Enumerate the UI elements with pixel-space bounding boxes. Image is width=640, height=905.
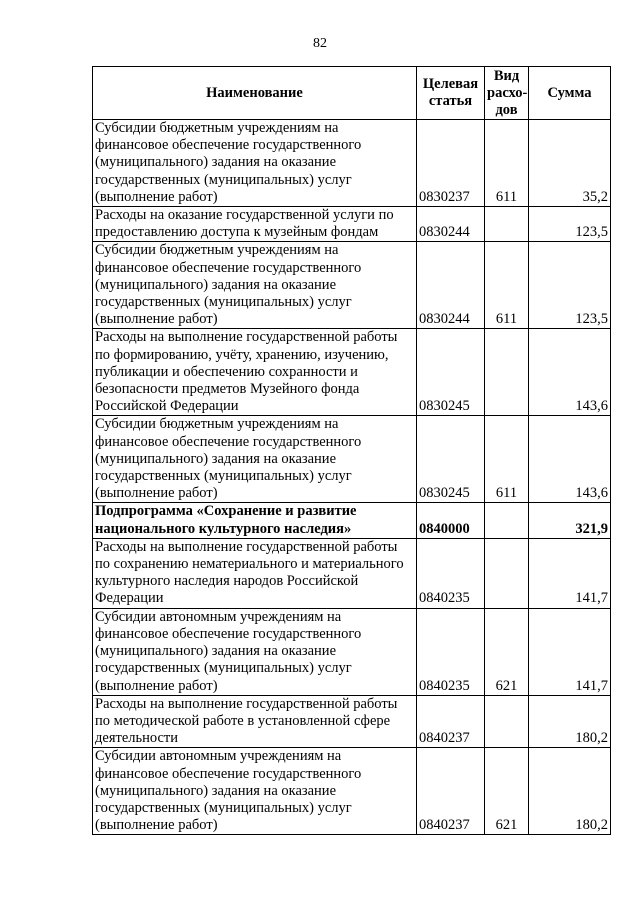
row-expense-type-cell: 611 xyxy=(485,120,529,207)
row-expense-type-cell: 621 xyxy=(485,608,529,695)
table-row xyxy=(93,416,611,503)
table-row xyxy=(93,242,611,329)
row-name-cell: Расходы на выполнение государственной работы по формированию, учёту, хранению, изучению, публикации и обеспечению сохранности и безопасности предметов Музейного фонда Российской Федерации xyxy=(93,329,417,416)
table-body xyxy=(93,120,611,835)
row-name-cell: Расходы на выполнение государственной работы по методической работе в установленной сфере деятельности xyxy=(93,695,417,748)
row-expense-type-cell xyxy=(485,329,529,416)
table-row xyxy=(93,329,611,416)
row-target-article-cell: 0830245 xyxy=(417,416,485,503)
row-target-article-cell: 0840235 xyxy=(417,538,485,608)
page-number: 82 xyxy=(313,36,327,51)
row-sum-cell: 321,9 xyxy=(529,503,611,538)
row-expense-type-cell: 611 xyxy=(485,416,529,503)
header-row xyxy=(93,67,611,120)
budget-table xyxy=(92,66,611,835)
row-sum-cell: 180,2 xyxy=(529,748,611,835)
header-expense-type: Вид расхо-дов xyxy=(485,67,529,120)
row-target-article-cell: 0840237 xyxy=(417,748,485,835)
row-sum-cell: 143,6 xyxy=(529,329,611,416)
header-sum: Сумма xyxy=(529,67,611,120)
row-target-article-cell: 0840235 xyxy=(417,608,485,695)
row-expense-type-cell xyxy=(485,695,529,748)
row-name-cell: Подпрограмма «Сохранение и развитие национального культурного наследия» xyxy=(93,503,417,538)
row-target-article-cell: 0840237 xyxy=(417,695,485,748)
row-sum-cell: 143,6 xyxy=(529,416,611,503)
table-row xyxy=(93,207,611,242)
row-expense-type-cell xyxy=(485,207,529,242)
row-name-cell: Субсидии автономным учреждениям на финансовое обеспечение государственного (муниципального) задания на оказание государственных (муниципальных) услуг (выполнение работ) xyxy=(93,748,417,835)
table-row xyxy=(93,120,611,207)
table-row xyxy=(93,748,611,835)
row-sum-cell: 123,5 xyxy=(529,242,611,329)
row-target-article-cell: 0830237 xyxy=(417,120,485,207)
header-name: Наименование xyxy=(93,67,417,120)
table-row xyxy=(93,538,611,608)
table-row xyxy=(93,608,611,695)
row-target-article-cell: 0830244 xyxy=(417,242,485,329)
table-row xyxy=(93,503,611,538)
row-target-article-cell: 0830244 xyxy=(417,207,485,242)
row-target-article-cell: 0840000 xyxy=(417,503,485,538)
row-expense-type-cell: 621 xyxy=(485,748,529,835)
row-target-article-cell: 0830245 xyxy=(417,329,485,416)
row-expense-type-cell: 611 xyxy=(485,242,529,329)
row-name-cell: Субсидии бюджетным учреждениям на финансовое обеспечение государственного (муниципального) задания на оказание государственных (муниципальных) услуг (выполнение работ) xyxy=(93,242,417,329)
row-sum-cell: 141,7 xyxy=(529,608,611,695)
table-header xyxy=(93,67,611,120)
row-expense-type-cell xyxy=(485,503,529,538)
row-name-cell: Субсидии бюджетным учреждениям на финансовое обеспечение государственного (муниципального) задания на оказание государственных (муниципальных) услуг (выполнение работ) xyxy=(93,416,417,503)
row-name-cell: Субсидии бюджетным учреждениям на финансовое обеспечение государственного (муниципального) задания на оказание государственных (муниципальных) услуг (выполнение работ) xyxy=(93,120,417,207)
row-sum-cell: 141,7 xyxy=(529,538,611,608)
row-sum-cell: 123,5 xyxy=(529,207,611,242)
row-sum-cell: 35,2 xyxy=(529,120,611,207)
row-name-cell: Расходы на выполнение государственной работы по сохранению нематериального и материального культурного наследия народов Российской Федерации xyxy=(93,538,417,608)
table-row xyxy=(93,695,611,748)
row-name-cell: Субсидии автономным учреждениям на финансовое обеспечение государственного (муниципального) задания на оказание государственных (муниципальных) услуг (выполнение работ) xyxy=(93,608,417,695)
row-sum-cell: 180,2 xyxy=(529,695,611,748)
row-name-cell: Расходы на оказание государственной услуги по предоставлению доступа к музейным фондам xyxy=(93,207,417,242)
row-expense-type-cell xyxy=(485,538,529,608)
header-target-article: Целевая статья xyxy=(417,67,485,120)
